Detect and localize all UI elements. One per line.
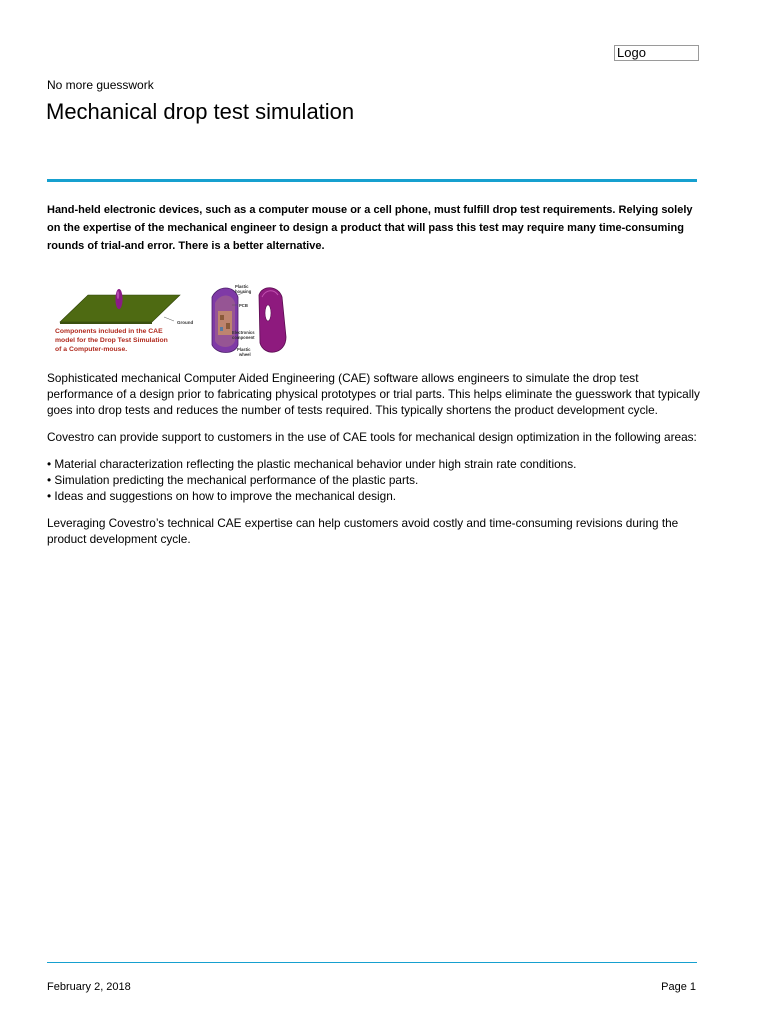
page-title: Mechanical drop test simulation <box>46 99 355 124</box>
lead-paragraph: Hand-held electronic devices, such as a computer mouse or a cell phone, must fulfill drop test requirements. Relying solely on the expertise of the mechanical engineer to design a product that will pass this test may require many time-consuming rounds of trial-and error. There is a better alternative. <box>47 204 693 253</box>
logo-placeholder: Logo <box>614 45 699 61</box>
list-item: • Ideas and suggestions on how to improve the mechanical design. <box>47 489 397 504</box>
label-electronic-component: Electronics <box>232 330 255 335</box>
label-plastic-housing: Plastic <box>235 284 249 289</box>
body-content <box>47 370 703 558</box>
footer-date: February 2, 2018 <box>47 981 131 993</box>
figure-caption-line-3: of a Computer-mouse. <box>55 346 128 353</box>
label-electronic-component-2: component <box>232 335 255 340</box>
label-ground: Ground <box>177 320 194 325</box>
footer-page-number: Page 1 <box>661 981 696 993</box>
footer-divider <box>47 962 697 963</box>
drop-test-figure <box>52 283 302 359</box>
figure-caption-line-2: model for the Drop Test Simulation <box>55 337 168 344</box>
body-paragraph-2: Covestro can provide support to customers in the use of CAE tools for mechanical design optimization in the following areas: <box>47 430 697 445</box>
body-paragraph-1: Sophisticated mechanical Computer Aided Engineering (CAE) software allows engineers to simulate the drop test performance of a design prior to fabricating physical prototypes or trial parts. This helps eliminate the guesswork that typically goes into drop tests and reduces the number of tests required. This typically shortens the product development cycle. <box>47 371 700 418</box>
label-plastic-wheel: Plastic <box>237 347 251 352</box>
body-paragraph-3: Leveraging Covestro’s technical CAE expertise can help customers avoid costly and time-consuming revisions during the product development cycle. <box>47 515 679 547</box>
mouse-model <box>115 289 122 309</box>
label-plastic-housing-2: housing <box>235 289 252 294</box>
header-divider <box>47 179 697 182</box>
page-kicker: No more guesswork <box>47 78 154 92</box>
label-pcb: PCB <box>239 303 248 308</box>
figure-caption-line-1: Components included in the CAE <box>55 328 163 335</box>
list-item: • Material characterization reflecting the plastic mechanical behavior under high strain rate conditions. <box>47 456 577 471</box>
mouse-assembled <box>259 288 286 352</box>
list-item: • Simulation predicting the mechanical performance of the plastic parts. <box>47 473 419 488</box>
label-plastic-wheel-2: wheel <box>239 352 251 357</box>
capabilities-list <box>47 456 703 505</box>
